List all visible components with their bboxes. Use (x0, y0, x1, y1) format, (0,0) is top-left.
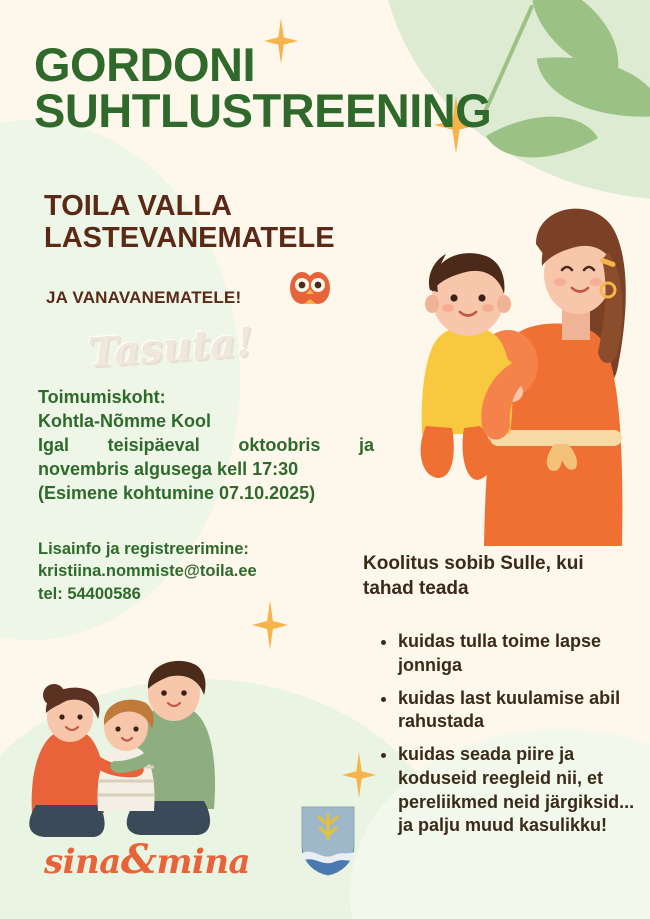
title-line-2: SUHTLUSTREENING (34, 84, 492, 138)
contact-email[interactable]: kristiina.nommiste@toila.ee (38, 562, 257, 581)
place-value: Kohtla-Nõmme Kool (38, 410, 211, 431)
toila-coat-of-arms (300, 805, 356, 877)
course-suitability-heading (363, 552, 623, 601)
subtitle-grandparents: JA VANAVANEMATELE! (46, 288, 242, 307)
list-item: • kuidas last kuulamise abil rahustada (398, 687, 648, 735)
page-title (34, 38, 492, 138)
title-line-1: GORDONI (34, 38, 256, 91)
subtitle (44, 190, 335, 255)
place-label: Toimumiskoht: (38, 387, 166, 407)
contact-phone[interactable]: tel: 54400586 (38, 584, 141, 603)
free-badge: Tasuta! (86, 318, 255, 377)
course-suitability-line-1: Koolitus sobib Sulle, kui (363, 553, 584, 574)
brand-ampersand: & (120, 836, 157, 883)
schedule-line-2: novembris algusega kell 17:30 (38, 458, 299, 479)
first-meeting-date: (Esimene kohtumine 07.10.2025) (38, 482, 316, 503)
event-info-block (38, 386, 378, 506)
owl-icon (288, 268, 332, 312)
list-item: • kuidas seada piire ja koduseid reegleid nii, et pereliikmed neid järgiksid... ja palju muud kasulikku! (398, 743, 648, 838)
topics-list (378, 630, 648, 847)
subtitle-line-1: TOILA VALLA (44, 190, 232, 222)
contact-label: Lisainfo ja registreerimine: (38, 540, 249, 558)
brand-second: mina (156, 842, 251, 882)
course-suitability-line-2: tahad teada (363, 577, 469, 599)
family-illustration (18, 641, 268, 841)
brand-logo (44, 836, 250, 883)
mother-and-child-illustration (386, 186, 646, 546)
brand-first: sina (44, 842, 121, 882)
subtitle-line-2: LASTEVANEMATELE (44, 222, 335, 255)
schedule-line-1: Igal teisipäeval oktoobris ja (38, 434, 374, 455)
list-item: • kuidas tulla toime lapse jonniga (398, 630, 648, 678)
contact-block (38, 538, 257, 605)
